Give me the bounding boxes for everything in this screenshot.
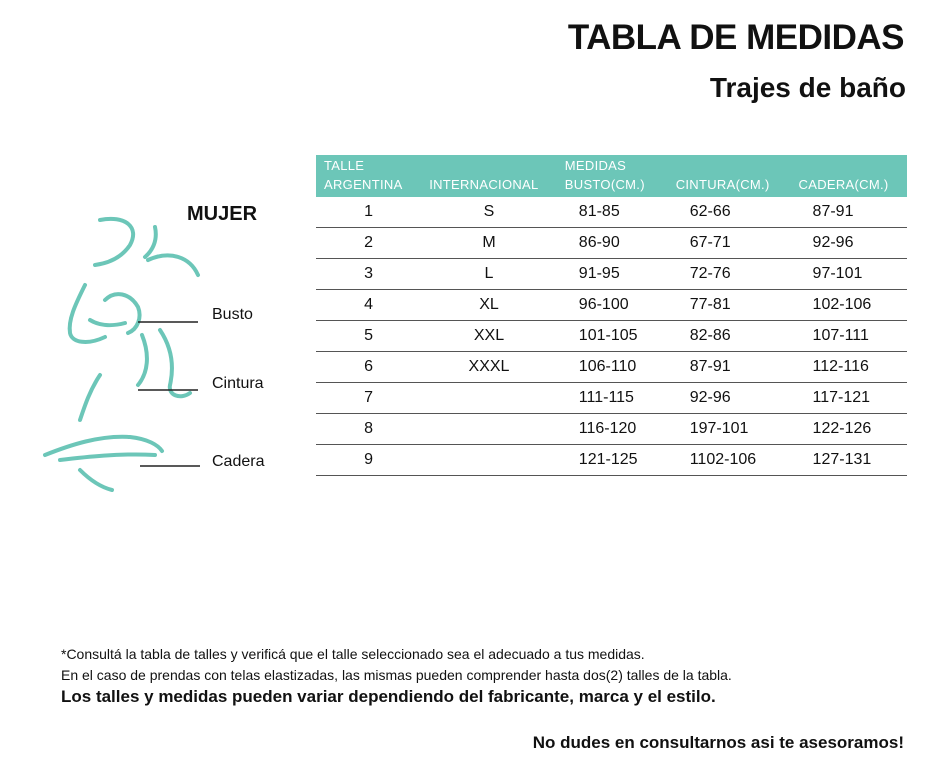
cell-cadera: 107-111 <box>791 321 907 352</box>
cell-cintura: 77-81 <box>668 290 791 321</box>
bikini-bottom <box>60 454 155 460</box>
leg-line <box>80 470 112 490</box>
cell-cadera: 127-131 <box>791 445 907 476</box>
cell-cadera: 97-101 <box>791 259 907 290</box>
arm-line <box>148 255 198 275</box>
cell-internacional: S <box>421 197 557 228</box>
table-row <box>316 383 907 414</box>
cell-cintura: 92-96 <box>668 383 791 414</box>
size-table <box>316 155 907 476</box>
table-header-row <box>316 155 907 197</box>
cell-internacional: XXXL <box>421 352 557 383</box>
cell-talle: 8 <box>316 414 421 445</box>
cell-talle: 3 <box>316 259 421 290</box>
cell-internacional: L <box>421 259 557 290</box>
cell-cadera: 102-106 <box>791 290 907 321</box>
shoulder-line <box>95 219 133 265</box>
page-subtitle: Trajes de baño <box>709 72 906 103</box>
col-header-cintura: CINTURA(CM.) <box>675 177 770 192</box>
cell-busto: 101-105 <box>557 321 668 352</box>
cell-talle: 7 <box>316 383 421 414</box>
cell-cintura: 72-76 <box>668 259 791 290</box>
cell-cadera: 112-116 <box>791 352 907 383</box>
table-row <box>316 228 907 259</box>
col-header-cadera: CADERA(CM.) <box>798 177 889 192</box>
table-row <box>316 445 907 476</box>
cell-busto: 121-125 <box>557 445 668 476</box>
cell-internacional <box>421 383 557 414</box>
cell-busto: 116-120 <box>557 414 668 445</box>
table-row <box>316 352 907 383</box>
cell-busto: 106-110 <box>557 352 668 383</box>
table-row <box>316 197 907 228</box>
cell-busto: 111-115 <box>557 383 668 414</box>
note-line-2: En el caso de prendas con telas elastizadas, las mismas pueden comprender hasta dos(2) talles de la tabla. <box>61 667 732 683</box>
note-line-3: Los talles y medidas pueden variar dependiendo del fabricante, marca y el estilo. <box>61 687 716 706</box>
cell-cintura: 67-71 <box>668 228 791 259</box>
page-title: TABLA DE MEDIDAS <box>567 18 904 57</box>
table-row <box>316 290 907 321</box>
cell-talle: 1 <box>316 197 421 228</box>
waist-line <box>138 335 147 385</box>
measure-label-cadera: Cadera <box>212 453 265 470</box>
cell-cintura: 62-66 <box>668 197 791 228</box>
arm-right <box>160 330 190 396</box>
cell-talle: 6 <box>316 352 421 383</box>
table-row <box>316 321 907 352</box>
closing-message: No dudes en consultarnos asi te asesoramos! <box>532 733 904 752</box>
cell-cadera: 117-121 <box>791 383 907 414</box>
neck-line <box>145 227 156 257</box>
bust-left <box>70 285 105 342</box>
cell-cintura: 87-91 <box>668 352 791 383</box>
cell-cintura: 197-101 <box>668 414 791 445</box>
cell-cadera: 87-91 <box>791 197 907 228</box>
cell-cintura: 82-86 <box>668 321 791 352</box>
table-row <box>316 259 907 290</box>
bust-right <box>105 294 140 333</box>
measure-label-cintura: Cintura <box>212 375 264 392</box>
cell-talle: 2 <box>316 228 421 259</box>
col-header-busto: MEDIDAS BUSTO(CM.) <box>564 158 645 192</box>
cell-cintura: 1102-106 <box>668 445 791 476</box>
torso-side <box>80 375 100 420</box>
cell-internacional: XXL <box>421 321 557 352</box>
cell-cadera: 122-126 <box>791 414 907 445</box>
measure-label-busto: Busto <box>212 306 253 323</box>
bust-band <box>90 320 125 325</box>
cell-internacional <box>421 445 557 476</box>
cell-cadera: 92-96 <box>791 228 907 259</box>
female-body-illustration <box>30 205 210 495</box>
cell-internacional <box>421 414 557 445</box>
hip-line <box>45 437 162 455</box>
figure-label: MUJER <box>187 203 258 225</box>
cell-talle: 4 <box>316 290 421 321</box>
cell-talle: 9 <box>316 445 421 476</box>
cell-busto: 86-90 <box>557 228 668 259</box>
note-line-1: *Consultá la tabla de talles y verificá que el talle seleccionado sea el adecuado a tus medidas. <box>61 646 645 662</box>
col-header-talle: TALLE ARGENTINA <box>324 158 403 192</box>
col-header-internacional: INTERNACIONAL <box>429 177 539 192</box>
cell-busto: 96-100 <box>557 290 668 321</box>
cell-internacional: XL <box>421 290 557 321</box>
cell-busto: 81-85 <box>557 197 668 228</box>
cell-busto: 91-95 <box>557 259 668 290</box>
cell-internacional: M <box>421 228 557 259</box>
cell-talle: 5 <box>316 321 421 352</box>
table-row <box>316 414 907 445</box>
